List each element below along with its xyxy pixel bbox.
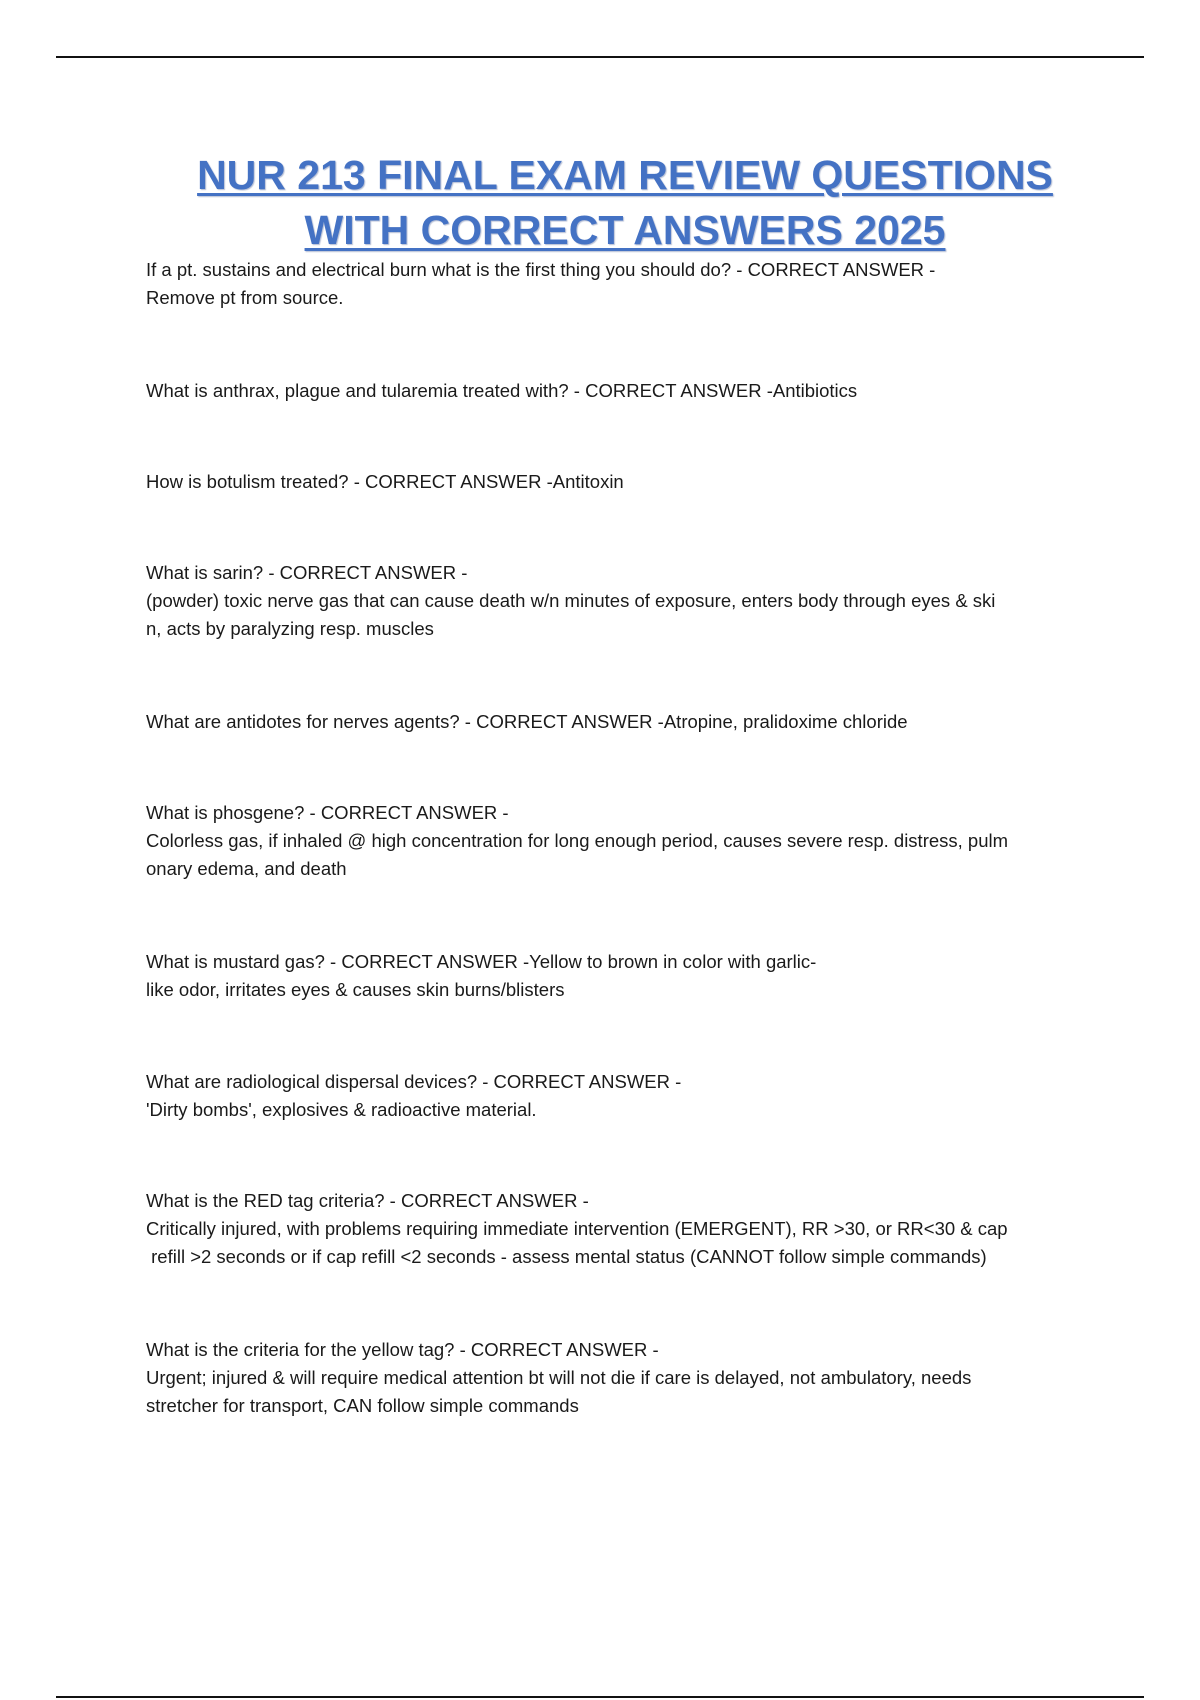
qa-line: What is sarin? - CORRECT ANSWER - (146, 562, 468, 583)
qa-item-botulism (146, 468, 1096, 496)
top-rule (56, 56, 1144, 58)
qa-line: If a pt. sustains and electrical burn what is the first thing you should do? - CORRECT ANSWER - (146, 259, 936, 280)
qa-line: What is phosgene? - CORRECT ANSWER - (146, 802, 509, 823)
qa-item-sarin (146, 559, 1096, 643)
qa-line: Critically injured, with problems requiring immediate intervention (EMERGENT), RR >30, or RR<30 & cap (146, 1218, 1008, 1239)
qa-line: What is anthrax, plague and tularemia treated with? - CORRECT ANSWER -Antibiotics (146, 380, 858, 401)
qa-item-radiological-devices (146, 1068, 1096, 1124)
qa-line: Colorless gas, if inhaled @ high concentration for long enough period, causes severe resp. distress, pulm (146, 830, 1009, 851)
qa-line: What are antidotes for nerves agents? - CORRECT ANSWER -Atropine, pralidoxime chloride (146, 711, 908, 732)
qa-line: What is mustard gas? - CORRECT ANSWER -Yellow to brown in color with garlic- (146, 951, 817, 972)
qa-item-anthrax (146, 377, 1096, 405)
qa-line: 'Dirty bombs', explosives & radioactive material. (146, 1099, 537, 1120)
bottom-rule (56, 1696, 1144, 1698)
title-line-2: WITH CORRECT ANSWERS 2025 (304, 207, 946, 253)
qa-line: Remove pt from source. (146, 287, 344, 308)
qa-item-mustard-gas (146, 948, 1096, 1004)
title-line-1: NUR 213 FINAL EXAM REVIEW QUESTIONS (197, 152, 1053, 198)
qa-item-red-tag (146, 1187, 1096, 1271)
qa-line: What are radiological dispersal devices? - CORRECT ANSWER - (146, 1071, 682, 1092)
qa-line: stretcher for transport, CAN follow simple commands (146, 1395, 579, 1416)
qa-line: onary edema, and death (146, 858, 347, 879)
qa-line: What is the criteria for the yellow tag? - CORRECT ANSWER - (146, 1339, 659, 1360)
qa-item-nerve-agent-antidotes (146, 708, 1096, 736)
qa-item-yellow-tag (146, 1336, 1096, 1420)
qa-line: (powder) toxic nerve gas that can cause death w/n minutes of exposure, enters body through eyes & ski (146, 590, 996, 611)
qa-line: How is botulism treated? - CORRECT ANSWER -Antitoxin (146, 471, 624, 492)
qa-line: n, acts by paralyzing resp. muscles (146, 618, 434, 639)
qa-line: refill >2 seconds or if cap refill <2 seconds - assess mental status (CANNOT follow simple commands) (146, 1246, 987, 1267)
qa-line: Urgent; injured & will require medical attention bt will not die if care is delayed, not ambulatory, needs (146, 1367, 972, 1388)
qa-item-electrical-burn (146, 256, 1096, 312)
qa-item-phosgene (146, 799, 1096, 883)
qa-line: like odor, irritates eyes & causes skin burns/blisters (146, 979, 565, 1000)
page-title (100, 148, 1150, 258)
qa-line: What is the RED tag criteria? - CORRECT ANSWER - (146, 1190, 589, 1211)
